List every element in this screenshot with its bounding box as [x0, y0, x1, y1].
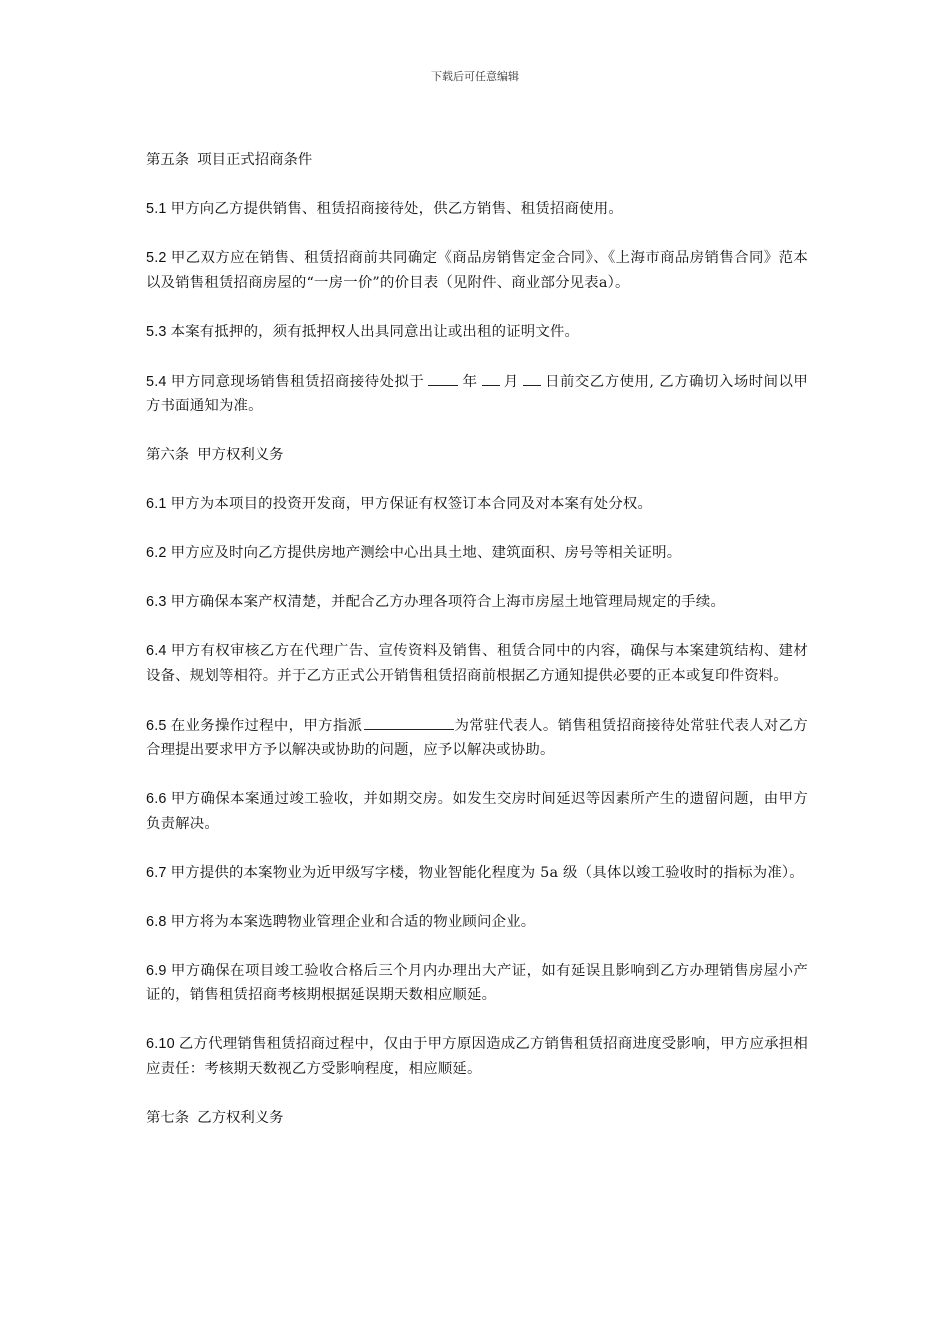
- month-label: 月: [503, 373, 519, 390]
- year-label: 年: [462, 373, 478, 390]
- clause-number: 6.7: [146, 864, 167, 881]
- section-number: 第五条: [146, 152, 190, 168]
- clause-text: 甲方向乙方提供销售、租赁招商接待处，供乙方销售、租赁招商使用。: [170, 201, 623, 217]
- clause-5-4: [146, 369, 808, 419]
- clause-text: 本案有抵押的，须有抵押权人出具同意出让或出租的证明文件。: [170, 323, 580, 340]
- clause-number: 5.3: [146, 323, 167, 340]
- clause-number: 6.1: [146, 496, 167, 512]
- clause-6-2: [146, 541, 808, 566]
- clause-6-9: [146, 959, 808, 1008]
- section-title: 项目正式招商条件: [197, 152, 313, 168]
- clause-number: 6.4: [146, 643, 167, 659]
- clause-text: 甲方有权审核乙方在代理广告、宣传资料及销售、租赁合同中的内容，确保与本案建筑结构、建材设备、规划等相符。并于乙方正式公开销售租赁招商前根据乙方通知提供必要的正本或复印件资料。: [146, 643, 808, 684]
- year-blank: [428, 369, 458, 386]
- clause-number: 5.1: [146, 201, 167, 217]
- section-number: 第六条: [146, 447, 190, 463]
- clause-text: 甲方为本项目的投资开发商，甲方保证有权签订本合同及对本案有处分权。: [170, 496, 653, 512]
- clause-6-7: [146, 861, 808, 886]
- clause-number: 6.6: [146, 791, 167, 807]
- month-blank: [482, 369, 500, 386]
- section-heading-7: [146, 1106, 808, 1131]
- clause-5-1: [146, 197, 808, 222]
- representative-blank: [364, 713, 454, 730]
- clause-number: 6.10: [146, 1036, 175, 1052]
- clause-text-continued: 为常驻代表人。销售租赁招商接待处常驻代表人对乙方合理提出要求甲方予以解决或协助的问题，应予以解决或协助。: [146, 717, 808, 758]
- section-title: 乙方权利义务: [197, 1109, 284, 1126]
- clause-number: 6.5: [146, 717, 167, 734]
- clause-6-5: [146, 713, 808, 763]
- clause-number: 6.8: [146, 913, 167, 930]
- clause-text: 甲乙双方应在销售、租赁招商前共同确定《商品房销售定金合同》、《上海市商品房销售合同》范本以及销售租赁招商房屋的“一房一价”的价目表（见附件、商业部分见表a）。: [146, 250, 808, 291]
- page-header-note: 下载后可任意编辑: [431, 70, 519, 83]
- clause-text: 甲方提供的本案物业为近甲级写字楼，物业智能化程度为 5a 级（具体以竣工验收时的指标为准）。: [170, 864, 804, 881]
- clause-text: 甲方将为本案选聘物业管理企业和合适的物业顾问企业。: [170, 913, 536, 930]
- clause-6-10: [146, 1032, 808, 1081]
- clause-text: 甲方应及时向乙方提供房地产测绘中心出具土地、建筑面积、房号等相关证明。: [170, 545, 682, 561]
- clause-6-1: [146, 492, 808, 517]
- section-heading-6: [146, 443, 808, 468]
- clause-number: 6.2: [146, 545, 167, 561]
- clause-text: 甲方确保在项目竣工验收合格后三个月内办理出大产证，如有延误且影响到乙方办理销售房屋小产证的，销售租赁招商考核期根据延误期天数相应顺延。: [146, 962, 808, 1003]
- clause-text: 甲方确保本案通过竣工验收，并如期交房。如发生交房时间延迟等因素所产生的遗留问题，由甲方负责解决。: [146, 791, 808, 832]
- clause-6-3: [146, 590, 808, 615]
- clause-6-8: [146, 910, 808, 935]
- day-blank: [523, 369, 541, 386]
- clause-5-2: [146, 246, 808, 295]
- document-body: [146, 148, 808, 1155]
- section-number: 第七条: [146, 1109, 190, 1126]
- clause-text: 甲方同意现场销售租赁招商接待处拟于: [170, 373, 425, 390]
- clause-5-3: [146, 320, 808, 345]
- clause-number: 5.4: [146, 373, 167, 390]
- clause-text-continued: 日前交乙方使用, 乙方确切入场时间以甲方书面通知为准。: [146, 373, 809, 414]
- clause-6-4: [146, 639, 808, 688]
- clause-6-6: [146, 787, 808, 836]
- section-title: 甲方权利义务: [197, 447, 284, 463]
- clause-number: 6.9: [146, 962, 167, 979]
- clause-text: 在业务操作过程中，甲方指派: [170, 717, 363, 734]
- clause-text: 甲方确保本案产权清楚，并配合乙方办理各项符合上海市房屋土地管理局规定的手续。: [170, 594, 726, 610]
- clause-number: 5.2: [146, 250, 167, 266]
- section-heading-5: [146, 148, 808, 173]
- clause-text: 乙方代理销售租赁招商过程中，仅由于甲方原因造成乙方销售租赁招商进度受影响，甲方应承担相应责任：考核期天数视乙方受影响程度，相应顺延。: [146, 1036, 808, 1077]
- clause-number: 6.3: [146, 594, 167, 610]
